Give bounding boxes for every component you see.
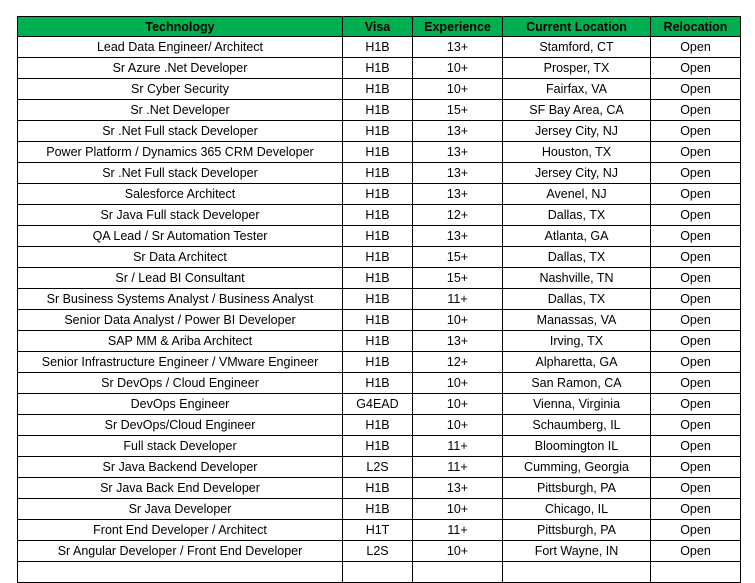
technology-cell[interactable]: Sr / Lead BI Consultant <box>18 268 343 289</box>
header-relocation[interactable]: Relocation <box>651 17 741 37</box>
relocation-cell[interactable]: Open <box>651 331 741 352</box>
relocation-cell[interactable]: Open <box>651 163 741 184</box>
experience-cell[interactable]: 10+ <box>413 373 503 394</box>
table-row <box>18 310 741 331</box>
visa-cell[interactable]: H1B <box>343 499 413 520</box>
table-row <box>18 352 741 373</box>
table-row <box>18 268 741 289</box>
technology-cell[interactable]: Sr .Net Full stack Developer <box>18 121 343 142</box>
visa-cell[interactable]: L2S <box>343 541 413 562</box>
table-row <box>18 163 741 184</box>
location-cell[interactable]: Houston, TX <box>503 142 651 163</box>
relocation-cell[interactable]: Open <box>651 58 741 79</box>
location-cell[interactable]: San Ramon, CA <box>503 373 651 394</box>
table-row <box>18 394 741 415</box>
location-cell[interactable]: Atlanta, GA <box>503 226 651 247</box>
experience-cell[interactable]: 11+ <box>413 436 503 457</box>
experience-cell[interactable]: 12+ <box>413 205 503 226</box>
relocation-cell[interactable]: Open <box>651 310 741 331</box>
visa-cell[interactable]: L2S <box>343 457 413 478</box>
location-cell[interactable]: Vienna, Virginia <box>503 394 651 415</box>
header-current-location[interactable]: Current Location <box>503 17 651 37</box>
technology-cell[interactable]: Full stack Developer <box>18 436 343 457</box>
technology-cell[interactable]: Sr Cyber Security <box>18 79 343 100</box>
experience-cell[interactable]: 13+ <box>413 121 503 142</box>
technology-cell[interactable]: DevOps Engineer <box>18 394 343 415</box>
technology-cell[interactable]: Sr Java Back End Developer <box>18 478 343 499</box>
technology-cell[interactable]: Senior Data Analyst / Power BI Developer <box>18 310 343 331</box>
technology-cell[interactable]: Senior Infrastructure Engineer / VMware Engineer <box>18 352 343 373</box>
experience-cell[interactable]: 13+ <box>413 226 503 247</box>
location-cell[interactable]: Dallas, TX <box>503 247 651 268</box>
header-visa[interactable]: Visa <box>343 17 413 37</box>
location-cell[interactable]: Pittsburgh, PA <box>503 520 651 541</box>
location-cell[interactable]: Bloomington IL <box>503 436 651 457</box>
relocation-cell[interactable]: Open <box>651 394 741 415</box>
table-row <box>18 373 741 394</box>
visa-cell[interactable]: H1B <box>343 184 413 205</box>
location-cell[interactable]: Avenel, NJ <box>503 184 651 205</box>
technology-cell[interactable]: Sr Business Systems Analyst / Business Analyst <box>18 289 343 310</box>
technology-cell[interactable]: Lead Data Engineer/ Architect <box>18 37 343 58</box>
header-technology[interactable]: Technology <box>18 17 343 37</box>
experience-cell[interactable]: 10+ <box>413 58 503 79</box>
experience-cell[interactable]: 10+ <box>413 499 503 520</box>
experience-cell[interactable]: 11+ <box>413 520 503 541</box>
visa-cell[interactable]: H1B <box>343 289 413 310</box>
visa-cell[interactable]: H1B <box>343 331 413 352</box>
location-cell[interactable]: Nashville, TN <box>503 268 651 289</box>
experience-cell[interactable]: 11+ <box>413 457 503 478</box>
visa-cell[interactable]: H1B <box>343 142 413 163</box>
experience-cell[interactable]: 13+ <box>413 37 503 58</box>
candidates-table <box>17 16 741 583</box>
table-row <box>18 247 741 268</box>
relocation-cell[interactable]: Open <box>651 37 741 58</box>
location-cell[interactable]: Schaumberg, IL <box>503 415 651 436</box>
location-cell[interactable]: Fairfax, VA <box>503 79 651 100</box>
relocation-cell[interactable]: Open <box>651 121 741 142</box>
location-cell[interactable]: Jersey City, NJ <box>503 163 651 184</box>
location-cell[interactable]: Dallas, TX <box>503 289 651 310</box>
relocation-cell[interactable]: Open <box>651 247 741 268</box>
experience-cell[interactable]: 10+ <box>413 415 503 436</box>
table-row <box>18 436 741 457</box>
technology-cell[interactable]: Power Platform / Dynamics 365 CRM Developer <box>18 142 343 163</box>
relocation-cell[interactable]: Open <box>651 226 741 247</box>
visa-cell[interactable]: H1B <box>343 58 413 79</box>
relocation-cell[interactable]: Open <box>651 79 741 100</box>
visa-cell[interactable]: H1B <box>343 163 413 184</box>
experience-cell[interactable]: 15+ <box>413 247 503 268</box>
location-cell[interactable]: SF Bay Area, CA <box>503 100 651 121</box>
relocation-cell[interactable]: Open <box>651 373 741 394</box>
technology-cell[interactable]: Sr DevOps / Cloud Engineer <box>18 373 343 394</box>
technology-cell[interactable]: Sr Azure .Net Developer <box>18 58 343 79</box>
location-cell[interactable]: Alpharetta, GA <box>503 352 651 373</box>
table-row <box>18 121 741 142</box>
table-row <box>18 226 741 247</box>
location-cell[interactable]: Irving, TX <box>503 331 651 352</box>
relocation-cell[interactable]: Open <box>651 499 741 520</box>
table-row <box>18 142 741 163</box>
table-row <box>18 415 741 436</box>
visa-cell[interactable]: H1B <box>343 415 413 436</box>
table-row <box>18 79 741 100</box>
visa-cell[interactable]: H1B <box>343 37 413 58</box>
experience-cell[interactable]: 13+ <box>413 142 503 163</box>
visa-cell[interactable]: H1B <box>343 226 413 247</box>
relocation-cell[interactable]: Open <box>651 436 741 457</box>
technology-cell[interactable]: Sr Java Full stack Developer <box>18 205 343 226</box>
table-row <box>18 457 741 478</box>
visa-cell[interactable]: H1B <box>343 100 413 121</box>
relocation-cell[interactable]: Open <box>651 205 741 226</box>
visa-cell[interactable]: H1B <box>343 352 413 373</box>
location-cell[interactable]: Pittsburgh, PA <box>503 478 651 499</box>
location-cell[interactable]: Chicago, IL <box>503 499 651 520</box>
relocation-cell[interactable]: Open <box>651 100 741 121</box>
visa-cell[interactable]: H1B <box>343 310 413 331</box>
visa-cell[interactable]: H1B <box>343 373 413 394</box>
visa-cell[interactable]: G4EAD <box>343 394 413 415</box>
location-cell[interactable]: Dallas, TX <box>503 205 651 226</box>
technology-cell[interactable]: Salesforce Architect <box>18 184 343 205</box>
relocation-cell[interactable]: Open <box>651 457 741 478</box>
visa-cell[interactable]: H1T <box>343 520 413 541</box>
relocation-cell[interactable]: Open <box>651 541 741 562</box>
relocation-cell[interactable]: Open <box>651 289 741 310</box>
technology-cell[interactable]: Sr .Net Full stack Developer <box>18 163 343 184</box>
relocation-cell[interactable]: Open <box>651 268 741 289</box>
experience-cell[interactable]: 15+ <box>413 268 503 289</box>
experience-cell[interactable]: 11+ <box>413 289 503 310</box>
technology-cell[interactable]: Front End Developer / Architect <box>18 520 343 541</box>
visa-cell[interactable]: H1B <box>343 478 413 499</box>
visa-cell[interactable]: H1B <box>343 268 413 289</box>
location-cell[interactable]: Stamford, CT <box>503 37 651 58</box>
visa-cell[interactable]: H1B <box>343 121 413 142</box>
table-row <box>18 205 741 226</box>
relocation-cell[interactable]: Open <box>651 352 741 373</box>
relocation-cell[interactable]: Open <box>651 520 741 541</box>
relocation-cell[interactable]: Open <box>651 184 741 205</box>
technology-cell[interactable]: Sr Java Backend Developer <box>18 457 343 478</box>
location-cell[interactable]: Fort Wayne, IN <box>503 541 651 562</box>
experience-cell[interactable]: 13+ <box>413 478 503 499</box>
location-cell[interactable]: Cumming, Georgia <box>503 457 651 478</box>
experience-cell[interactable]: 15+ <box>413 100 503 121</box>
table-row <box>18 58 741 79</box>
table-row <box>18 184 741 205</box>
experience-cell[interactable]: 13+ <box>413 184 503 205</box>
experience-cell[interactable]: 10+ <box>413 394 503 415</box>
table-row <box>18 331 741 352</box>
relocation-cell[interactable]: Open <box>651 142 741 163</box>
visa-cell[interactable]: H1B <box>343 79 413 100</box>
table-row <box>18 37 741 58</box>
table-row <box>18 289 741 310</box>
table-row <box>18 541 741 562</box>
table-body <box>18 37 741 583</box>
visa-cell[interactable]: H1B <box>343 205 413 226</box>
table-header-row <box>18 17 741 37</box>
technology-cell[interactable]: QA Lead / Sr Automation Tester <box>18 226 343 247</box>
table-row <box>18 100 741 121</box>
technology-cell[interactable]: Sr Java Developer <box>18 499 343 520</box>
experience-cell[interactable]: 12+ <box>413 352 503 373</box>
relocation-cell[interactable]: Open <box>651 415 741 436</box>
table-row <box>18 478 741 499</box>
technology-cell[interactable]: Sr .Net Developer <box>18 100 343 121</box>
technology-cell[interactable]: Sr Angular Developer / Front End Developer <box>18 541 343 562</box>
relocation-cell[interactable]: Open <box>651 478 741 499</box>
table-row <box>18 499 741 520</box>
experience-cell[interactable]: 10+ <box>413 541 503 562</box>
spreadsheet-area <box>17 16 741 583</box>
location-cell[interactable]: Manassas, VA <box>503 310 651 331</box>
table-row <box>18 520 741 541</box>
experience-cell[interactable]: 10+ <box>413 79 503 100</box>
technology-cell[interactable]: Sr DevOps/Cloud Engineer <box>18 415 343 436</box>
visa-cell[interactable]: H1B <box>343 247 413 268</box>
location-cell[interactable]: Jersey City, NJ <box>503 121 651 142</box>
header-experience[interactable]: Experience <box>413 17 503 37</box>
visa-cell[interactable]: H1B <box>343 436 413 457</box>
experience-cell[interactable]: 10+ <box>413 310 503 331</box>
technology-cell[interactable]: Sr Data Architect <box>18 247 343 268</box>
technology-cell[interactable]: SAP MM & Ariba Architect <box>18 331 343 352</box>
location-cell[interactable]: Prosper, TX <box>503 58 651 79</box>
experience-cell[interactable]: 13+ <box>413 163 503 184</box>
experience-cell[interactable]: 13+ <box>413 331 503 352</box>
